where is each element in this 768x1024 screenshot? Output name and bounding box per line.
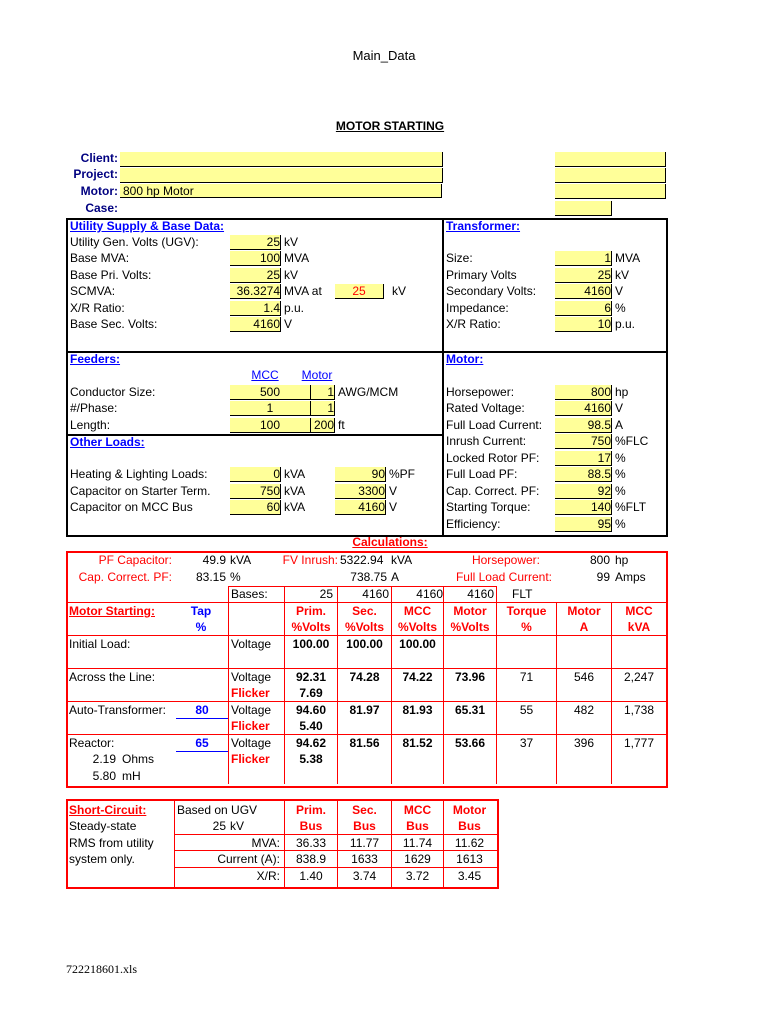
motor-volts: 73.96 [454, 670, 486, 684]
flicker-label: Flicker [231, 686, 270, 700]
short-circuit-heading: Short-Circuit: [69, 803, 147, 817]
utility-label: X/R Ratio: [70, 301, 125, 315]
sc-ugv-value: 25 [212, 819, 226, 833]
voltage-label: Voltage [231, 670, 272, 684]
sc-value: 1629 [404, 852, 431, 866]
client-field-right[interactable] [555, 152, 666, 167]
voltage-label: Voltage [231, 637, 272, 651]
flicker-value: 7.69 [299, 686, 323, 700]
voltage-label: Voltage [231, 703, 272, 717]
motor-param-label: Full Load Current: [446, 418, 543, 432]
sec-volts: 74.28 [349, 670, 380, 684]
prim-volts: 94.62 [295, 736, 327, 750]
motor-amps: 482 [573, 703, 595, 717]
mcc-volts: 100.00 [399, 637, 436, 651]
feeders-col-motor: Motor [301, 368, 333, 382]
feeder-motor-value[interactable]: 1 [311, 401, 335, 416]
utility-label: Base Pri. Volts: [70, 268, 152, 282]
flicker-label: Flicker [231, 752, 270, 766]
sc-at-value[interactable]: 25 [335, 284, 384, 299]
col-header: %Volts [344, 620, 385, 634]
other-load-value2[interactable]: 90 [335, 467, 386, 482]
grid-line [174, 867, 497, 868]
col-header: A [579, 620, 589, 634]
other-load-value1[interactable]: 750 [230, 484, 281, 499]
col-header: Motor [567, 604, 601, 618]
client-field[interactable] [120, 152, 443, 167]
other-load-unit1: kVA [284, 467, 306, 481]
motor-param-unit: % [615, 517, 626, 531]
col-header: Prim. [295, 604, 326, 618]
cap-correct-label: Cap. Correct. PF: [78, 570, 172, 584]
sc-note: RMS from utility [69, 836, 154, 850]
utility-unit: V [284, 317, 293, 331]
motor-param-label: Cap. Correct. PF: [446, 484, 540, 498]
sc-row-label: Current (A): [217, 852, 280, 866]
torque-value: 71 [519, 670, 534, 684]
mcc-kva: 1,777 [623, 736, 655, 750]
utility-unit: MVA [284, 251, 310, 265]
other-load-value2[interactable]: 4160 [335, 500, 386, 515]
utility-unit: MVA at [284, 284, 322, 298]
mcc-kva: 2,247 [623, 670, 655, 684]
feeders-col-mcc: MCC [251, 368, 279, 382]
motor-param-label: Horsepower: [446, 385, 515, 399]
feeder-unit: AWG/MCM [338, 385, 399, 399]
sheet-name: Main_Data [352, 48, 416, 63]
other-load-unit2: %PF [389, 467, 416, 481]
reactor-mh-unit: mH [122, 769, 141, 783]
motor-param-value[interactable]: 17 [555, 451, 612, 466]
transformer-value[interactable]: 25 [555, 268, 612, 283]
mcc-kva: 1,738 [623, 703, 655, 717]
motor-param-value[interactable]: 800 [555, 385, 612, 400]
motor-param-unit: % [615, 467, 626, 481]
col-header: Tap [190, 604, 212, 618]
sc-at-unit: kV [392, 284, 407, 298]
motor-field-right[interactable] [555, 184, 666, 199]
row-label: Reactor: [69, 736, 115, 750]
motor-amps: 546 [573, 670, 595, 684]
transformer-unit: V [615, 284, 624, 298]
torque-value: 37 [519, 736, 534, 750]
project-field-right[interactable] [555, 168, 666, 183]
transformer-unit: kV [615, 268, 630, 282]
prim-volts: 92.31 [295, 670, 327, 684]
horsepower-unit: hp [615, 553, 629, 567]
motor-param-unit: %FLC [615, 434, 649, 448]
tap-input[interactable]: 80 [176, 703, 228, 719]
feeder-label: Conductor Size: [70, 385, 156, 399]
feeder-mcc-value[interactable]: 500 [230, 385, 311, 400]
flicker-label: Flicker [231, 719, 270, 733]
motor-param-value[interactable]: 88.5 [555, 467, 612, 482]
sc-value: 1633 [351, 852, 378, 866]
row-label: Across the Line: [69, 670, 156, 684]
fv-inrush-value: 5322.94 [340, 553, 384, 567]
row-label: Initial Load: [69, 637, 131, 651]
motor-amps: 396 [573, 736, 595, 750]
torque-value: 55 [519, 703, 534, 717]
utility-value[interactable]: 25 [230, 268, 281, 283]
other-load-unit1: kVA [284, 484, 306, 498]
utility-label: Base Sec. Volts: [70, 317, 158, 331]
motor-param-unit: A [615, 418, 624, 432]
feeder-motor-value[interactable]: 200 [311, 418, 335, 433]
utility-value[interactable]: 4160 [230, 317, 281, 332]
flc-unit: Amps [615, 570, 646, 584]
other-load-unit2: V [389, 500, 398, 514]
col-header: %Volts [291, 620, 331, 634]
sc-value: 3.45 [457, 869, 482, 883]
feeder-label: Length: [70, 418, 111, 432]
mcc-volts: 74.22 [402, 670, 433, 684]
reactor-ohms-unit: Ohms [122, 752, 155, 766]
utility-value[interactable]: 1.4 [230, 301, 281, 316]
other-load-unit2: V [389, 484, 398, 498]
feeder-label: #/Phase: [70, 401, 118, 415]
utility-value[interactable]: 36.3274 [230, 284, 281, 299]
project-field[interactable] [120, 168, 443, 183]
grid-line [66, 635, 666, 636]
sec-volts: 81.56 [349, 736, 380, 750]
bases-label: Bases: [231, 587, 268, 601]
row-label: Auto-Transformer: [69, 703, 166, 717]
sc-value: 3.74 [352, 869, 377, 883]
motor-param-value[interactable]: 92 [555, 484, 612, 499]
grid-line [174, 834, 497, 835]
other-load-value1[interactable]: 0 [230, 467, 281, 482]
col-header: MCC [403, 604, 432, 618]
sc-value: 11.74 [402, 836, 433, 850]
utility-value[interactable]: 100 [230, 251, 281, 266]
sc-value: 11.77 [349, 836, 380, 850]
sc-value: 1613 [456, 852, 483, 866]
sc-col-header: Bus [353, 819, 376, 833]
motor-param-value[interactable]: 95 [555, 517, 612, 532]
col-header: Torque [506, 604, 547, 618]
transformer-label: X/R Ratio: [446, 317, 501, 331]
flicker-value: 5.40 [299, 719, 323, 733]
col-header: %Volts [397, 620, 438, 634]
case-field[interactable] [555, 201, 612, 216]
transformer-heading: Transformer: [446, 219, 521, 233]
sc-based-on: Based on UGV [177, 803, 258, 817]
grid-line [174, 799, 175, 887]
transformer-label: Size: [446, 251, 473, 265]
pf-capacitor-unit: kVA [230, 553, 252, 567]
client-label: Client: [80, 151, 118, 165]
motor-heading: Motor: [446, 352, 484, 366]
fv-inrush-label: FV Inrush: [282, 553, 338, 567]
box-divider-feeders [66, 351, 666, 353]
transformer-value[interactable]: 1 [555, 251, 612, 266]
motor-param-label: Efficiency: [446, 517, 501, 531]
grid-line [66, 668, 666, 669]
feeders-heading: Feeders: [70, 352, 121, 366]
col-header: % [195, 620, 207, 634]
flicker-value: 5.38 [299, 752, 323, 766]
col-header: Motor [453, 604, 487, 618]
motor-param-unit: % [615, 484, 626, 498]
sc-row-label: MVA: [251, 836, 280, 850]
mcc-volts: 81.52 [402, 736, 433, 750]
sc-col-header: Motor [452, 803, 487, 817]
utility-label: Utility Gen. Volts (UGV): [70, 235, 199, 249]
voltage-label: Voltage [231, 736, 272, 750]
motor-param-label: Starting Torque: [446, 500, 531, 514]
col-header: %Volts [450, 620, 490, 634]
motor-param-label: Full Load PF: [446, 467, 518, 481]
other-load-value1[interactable]: 60 [230, 500, 281, 515]
grid-line [66, 602, 666, 603]
motor-param-value[interactable]: 98.5 [555, 418, 612, 433]
motor-param-label: Inrush Current: [446, 434, 527, 448]
grid-line [228, 586, 496, 587]
flt-label: FLT [512, 587, 533, 601]
other-loads-heading: Other Loads: [70, 435, 145, 449]
feeder-mcc-value[interactable]: 1 [230, 401, 311, 416]
footer-filename: 722218601.xls [66, 962, 138, 976]
sc-value: 36.33 [295, 836, 327, 850]
utility-label: SCMVA: [70, 284, 116, 298]
case-label: Case: [85, 201, 118, 215]
utility-unit: kV [284, 268, 299, 282]
feeder-mcc-value[interactable]: 100 [230, 418, 311, 433]
grid-line [66, 734, 666, 735]
utility-value[interactable]: 25 [230, 235, 281, 250]
utility-label: Base MVA: [70, 251, 130, 265]
motor-param-value[interactable]: 140 [555, 500, 612, 515]
sec-volts: 81.97 [349, 703, 380, 717]
sc-ugv-unit: kV [230, 819, 245, 833]
sc-col-header: Prim. [295, 803, 326, 817]
other-load-label: Capacitor on Starter Term. [70, 484, 211, 498]
other-load-unit1: kVA [284, 500, 306, 514]
base-value: 25 [319, 587, 333, 601]
motor-param-unit: % [615, 451, 626, 465]
sc-col-header: Bus [458, 819, 481, 833]
motor-label: Motor: [80, 184, 118, 198]
motor-volts: 65.31 [454, 703, 486, 717]
transformer-unit: % [615, 301, 626, 315]
base-value: 4160 [416, 587, 443, 601]
transformer-value[interactable]: 6 [555, 301, 612, 316]
sec-volts: 100.00 [346, 637, 383, 651]
sc-value: 3.72 [405, 869, 430, 883]
base-value: 4160 [467, 587, 494, 601]
motor-param-value[interactable]: 750 [555, 434, 612, 449]
project-label: Project: [73, 167, 118, 181]
fv-amps-value: 738.75 [350, 570, 387, 584]
pf-capacitor-label: PF Capacitor: [98, 553, 172, 567]
cap-correct-unit: % [230, 570, 241, 584]
sc-value: 838.9 [295, 852, 327, 866]
fv-inrush-unit: kVA [391, 553, 413, 567]
motor-starting-heading: Motor Starting: [69, 604, 155, 618]
reactor-ohms-value: 2.19 [92, 752, 116, 766]
sc-row-label: X/R: [256, 869, 280, 883]
sc-value: 1.40 [299, 869, 323, 883]
box-divider-vertical [442, 218, 444, 535]
feeder-motor-value[interactable]: 1 [311, 385, 335, 400]
prim-volts: 94.60 [295, 703, 327, 717]
transformer-label: Primary Volts [446, 268, 517, 282]
col-header: MCC [625, 604, 653, 618]
grid-line [228, 586, 229, 784]
prim-volts: 100.00 [292, 637, 330, 651]
flc-value: 99 [596, 570, 610, 584]
transformer-value[interactable]: 10 [555, 317, 612, 332]
motor-param-unit: %FLT [615, 500, 647, 514]
sc-note: Steady-state [69, 819, 137, 833]
horsepower-value: 800 [589, 553, 610, 567]
motor-param-label: Rated Voltage: [446, 401, 525, 415]
reactor-mh-value: 5.80 [92, 769, 116, 783]
sc-col-header: Bus [299, 819, 323, 833]
transformer-unit: p.u. [615, 317, 636, 331]
col-header: kVA [627, 620, 651, 634]
utility-heading: Utility Supply & Base Data: [70, 219, 225, 233]
other-load-label: Capacitor on MCC Bus [70, 500, 193, 514]
motor-field[interactable]: 800 hp Motor [120, 184, 442, 198]
pf-capacitor-value: 49.9 [202, 553, 226, 567]
sc-note: system only. [69, 852, 135, 866]
motor-volts: 53.66 [454, 736, 486, 750]
transformer-unit: MVA [615, 251, 641, 265]
transformer-value[interactable]: 4160 [555, 284, 612, 299]
base-value: 4160 [362, 587, 389, 601]
transformer-label: Impedance: [446, 301, 509, 315]
motor-param-value[interactable]: 4160 [555, 401, 612, 416]
calculations-heading: Calculations: [352, 535, 428, 549]
grid-line [66, 701, 666, 702]
horsepower-label: Horsepower: [471, 553, 540, 567]
col-header: % [521, 620, 532, 634]
flc-label: Full Load Current: [455, 570, 552, 584]
fv-amps-unit: A [391, 570, 400, 584]
motor-param-label: Locked Rotor PF: [446, 451, 540, 465]
utility-unit: p.u. [284, 301, 305, 315]
sc-col-header: Sec. [352, 803, 377, 817]
col-header: Sec. [352, 604, 377, 618]
other-load-label: Heating & Lighting Loads: [70, 467, 208, 481]
sc-col-header: Bus [406, 819, 429, 833]
tap-input[interactable]: 65 [176, 736, 228, 752]
utility-unit: kV [284, 235, 299, 249]
cap-correct-value: 83.15 [195, 570, 226, 584]
sc-col-header: MCC [403, 803, 432, 817]
motor-param-unit: V [615, 401, 624, 415]
page-title: MOTOR STARTING [335, 119, 445, 133]
mcc-volts: 81.93 [402, 703, 433, 717]
feeder-unit: ft [338, 418, 345, 432]
motor-param-unit: hp [615, 385, 629, 399]
transformer-label: Secondary Volts: [446, 284, 537, 298]
sc-value: 11.62 [454, 836, 485, 850]
other-load-value2[interactable]: 3300 [335, 484, 386, 499]
